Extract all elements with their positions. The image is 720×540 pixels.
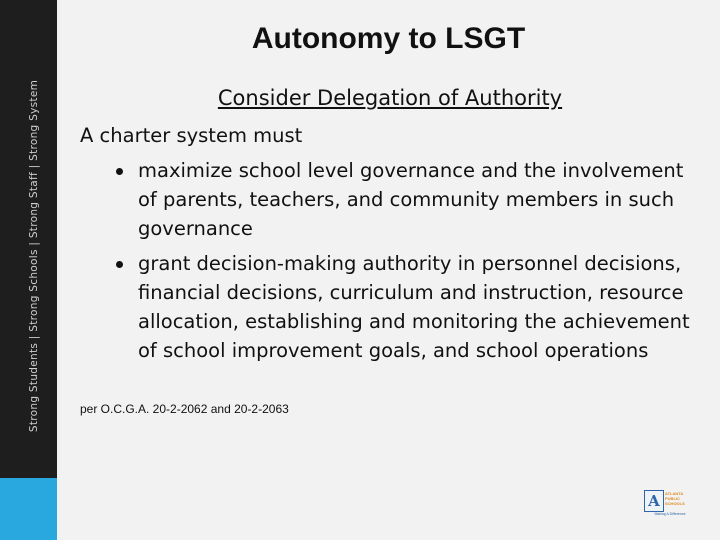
logo-words: ATLANTA PUBLIC SCHOOLS [665, 491, 685, 506]
bullet-list [116, 156, 702, 371]
logo-tagline: Making A Difference [654, 512, 686, 516]
sidebar-accent-block [0, 478, 57, 540]
slide-subtitle: Consider Delegation of Authority [217, 86, 563, 110]
citation: per O.C.G.A. 20-2-2062 and 20-2-2063 [80, 402, 289, 416]
bullet-dot-icon [116, 261, 123, 268]
bullet-item [116, 249, 702, 365]
bullet-text: maximize school level governance and the involvement of parents, teachers, and community members in such governance [138, 159, 684, 240]
atlanta-public-schools-logo [644, 490, 696, 518]
bullet-text: grant decision-making authority in personnel decisions, financial decisions, curriculum and instruction, resource allocation, establishing and monitoring the achievement of school improvement goals, and school operations [138, 252, 690, 362]
bullet-dot-icon [116, 168, 123, 175]
intro-text: A charter system must [80, 124, 303, 147]
bullet-item [116, 156, 702, 243]
slide-title: Autonomy to LSGT [251, 22, 526, 55]
sidebar-tagline: Strong Students | Strong Schools | Strong Staff | Strong System [28, 79, 40, 433]
logo-mark-icon: A [644, 490, 664, 512]
sidebar [0, 0, 57, 478]
